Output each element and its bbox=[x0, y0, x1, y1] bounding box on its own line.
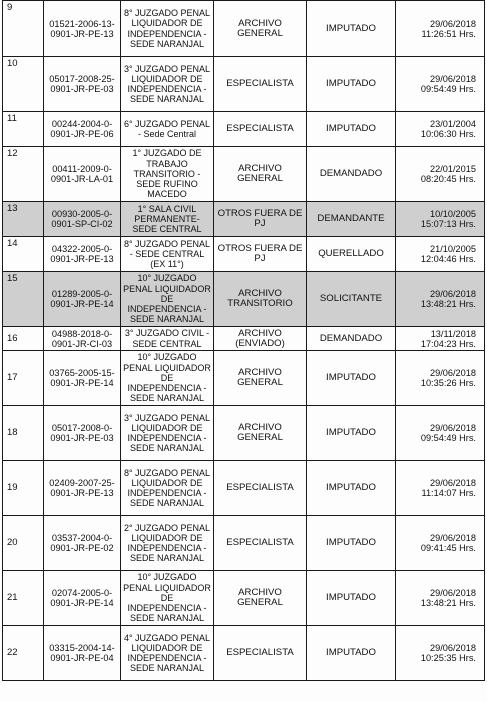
date-cell bbox=[396, 202, 485, 237]
time: 13:48:21 Hrs. bbox=[420, 598, 476, 608]
table-row bbox=[3, 147, 485, 202]
court-name: 2° JUZGADO PENAL LIQUIDADOR DE INDEPENDENCIA - SEDE NARANJAL bbox=[121, 516, 214, 571]
case-table bbox=[2, 0, 485, 681]
row-number: 10 bbox=[3, 57, 44, 112]
party-role: IMPUTADO bbox=[307, 57, 396, 112]
party-role: IMPUTADO bbox=[307, 1, 396, 57]
court-name: 10° JUZGADO PENAL LIQUIDADOR DE INDEPENDENCIA - SEDE NARANJAL bbox=[121, 571, 214, 626]
party-role: IMPUTADO bbox=[307, 406, 396, 461]
date: 22/01/2015 bbox=[430, 164, 476, 174]
row-number: 18 bbox=[3, 406, 44, 461]
time: 12:04:46 Hrs. bbox=[420, 254, 476, 264]
case-number: 02409-2007-25-0901-JR-PE-13 bbox=[44, 461, 121, 516]
case-number: 05017-2008-0-0901-JR-PE-03 bbox=[44, 406, 121, 461]
table-row bbox=[3, 327, 485, 351]
time: 10:25:35 Hrs. bbox=[420, 653, 476, 663]
court-name: 8° JUZGADO PENAL LIQUIDADOR DE INDEPENDENCIA - SEDE NARANJAL bbox=[121, 1, 214, 57]
table-row bbox=[3, 351, 485, 406]
date: 21/10/2005 bbox=[430, 244, 476, 254]
row-number: 21 bbox=[3, 571, 44, 626]
date-cell bbox=[396, 147, 485, 202]
case-number: 01521-2006-13-0901-JR-PE-13 bbox=[44, 1, 121, 57]
file-location: ARCHIVO TRANSITORIO bbox=[214, 272, 307, 327]
time: 15:07:13 Hrs. bbox=[420, 219, 476, 229]
table-row bbox=[3, 626, 485, 681]
date: 29/06/2018 bbox=[430, 423, 476, 433]
table-row bbox=[3, 461, 485, 516]
case-number: 01289-2005-0-0901-JR-PE-14 bbox=[44, 272, 121, 327]
file-location: ARCHIVO GENERAL bbox=[214, 147, 307, 202]
date: 29/06/2018 bbox=[430, 74, 476, 84]
time: 09:54:49 Hrs. bbox=[420, 433, 476, 443]
time: 11:26:51 Hrs. bbox=[421, 28, 476, 39]
date: 10/10/2005 bbox=[430, 209, 476, 219]
date-cell bbox=[396, 516, 485, 571]
party-role: QUERELLADO bbox=[307, 237, 396, 272]
row-number: 11 bbox=[3, 112, 44, 147]
file-location: ESPECIALISTA bbox=[214, 461, 307, 516]
case-number: 02074-2005-0-0901-JR-PE-14 bbox=[44, 571, 121, 626]
party-role: IMPUTADO bbox=[307, 571, 396, 626]
file-location: ARCHIVO (ENVIADO) bbox=[214, 327, 307, 351]
case-number: 00930-2005-0-0901-SP-CI-02 bbox=[44, 202, 121, 237]
date-cell bbox=[396, 237, 485, 272]
time: 10:06:30 Hrs. bbox=[420, 129, 476, 139]
party-role: IMPUTADO bbox=[307, 516, 396, 571]
row-number: 19 bbox=[3, 461, 44, 516]
file-location: ESPECIALISTA bbox=[214, 626, 307, 681]
case-number: 04322-2005-0-0901-JR-PE-13 bbox=[44, 237, 121, 272]
court-name: 3° JUZGADO PENAL LIQUIDADOR DE INDEPENDENCIA - SEDE NARANJAL bbox=[121, 406, 214, 461]
case-number: 00244-2004-0-0901-JR-PE-06 bbox=[44, 112, 121, 147]
case-number: 03765-2005-15-0901-JR-PE-14 bbox=[44, 351, 121, 406]
court-name: 6° JUZGADO PENAL - Sede Central bbox=[121, 112, 214, 147]
court-name: 8° JUZGADO PENAL - SEDE CENTRAL (EX 11°) bbox=[121, 237, 214, 272]
file-location: ARCHIVO GENERAL bbox=[214, 571, 307, 626]
time: 09:41:45 Hrs. bbox=[420, 543, 476, 553]
file-location: ESPECIALISTA bbox=[214, 112, 307, 147]
date: 13/11/2018 bbox=[430, 328, 476, 339]
court-name: 1° SALA CIVIL PERMANENTE-SEDE CENTRAL bbox=[121, 202, 214, 237]
party-role: DEMANDADO bbox=[307, 147, 396, 202]
row-number: 17 bbox=[3, 351, 44, 406]
date: 29/06/2018 bbox=[430, 368, 476, 378]
table-row bbox=[3, 406, 485, 461]
party-role: DEMANDANTE bbox=[307, 202, 396, 237]
court-name: 10° JUZGADO PENAL LIQUIDADOR DE INDEPENDENCIA - SEDE NARANJAL bbox=[121, 351, 214, 406]
date: 29/06/2018 bbox=[430, 18, 476, 29]
case-number: 03537-2004-0-0901-JR-PE-02 bbox=[44, 516, 121, 571]
court-name: 4° JUZGADO PENAL LIQUIDADOR DE INDEPENDENCIA - SEDE NARANJAL bbox=[121, 626, 214, 681]
party-role: IMPUTADO bbox=[307, 626, 396, 681]
time: 17:04:23 Hrs. bbox=[420, 338, 476, 349]
file-location: OTROS FUERA DE PJ bbox=[214, 202, 307, 237]
court-name: 10° JUZGADO PENAL LIQUIDADOR DE INDEPENDENCIA - SEDE NARANJAL bbox=[121, 272, 214, 327]
date-cell bbox=[396, 571, 485, 626]
date: 23/01/2004 bbox=[430, 119, 476, 129]
row-number: 14 bbox=[3, 237, 44, 272]
time: 11:14:07 Hrs. bbox=[421, 488, 476, 498]
table-row bbox=[3, 1, 485, 57]
date: 29/06/2018 bbox=[430, 289, 476, 299]
date-cell bbox=[396, 327, 485, 351]
table-row bbox=[3, 237, 485, 272]
date-cell bbox=[396, 57, 485, 112]
date-cell bbox=[396, 351, 485, 406]
date-cell bbox=[396, 406, 485, 461]
file-location: ARCHIVO GENERAL bbox=[214, 1, 307, 57]
file-location: ESPECIALISTA bbox=[214, 57, 307, 112]
case-number: 05017-2008-25-0901-JR-PE-03 bbox=[44, 57, 121, 112]
table-row bbox=[3, 272, 485, 327]
row-number: 9 bbox=[3, 1, 44, 57]
party-role: SOLICITANTE bbox=[307, 272, 396, 327]
time: 08:20:45 Hrs. bbox=[420, 174, 476, 184]
row-number: 20 bbox=[3, 516, 44, 571]
date: 29/06/2018 bbox=[430, 643, 476, 653]
table-row bbox=[3, 202, 485, 237]
file-location: ESPECIALISTA bbox=[214, 516, 307, 571]
date-cell bbox=[396, 626, 485, 681]
time: 13:48:21 Hrs. bbox=[420, 299, 476, 309]
date: 29/06/2018 bbox=[430, 588, 476, 598]
court-name: 3° JUZGADO CIVIL - SEDE CENTRAL bbox=[121, 327, 214, 351]
date-cell bbox=[396, 272, 485, 327]
party-role: IMPUTADO bbox=[307, 461, 396, 516]
table-row bbox=[3, 516, 485, 571]
court-name: 1° JUZGADO DE TRABAJO TRANSITORIO - SEDE RUFINO MACEDO bbox=[121, 147, 214, 202]
file-location: ARCHIVO GENERAL bbox=[214, 406, 307, 461]
party-role: IMPUTADO bbox=[307, 112, 396, 147]
date: 29/06/2018 bbox=[430, 478, 476, 488]
date-cell bbox=[396, 112, 485, 147]
row-number: 22 bbox=[3, 626, 44, 681]
party-role: IMPUTADO bbox=[307, 351, 396, 406]
file-location: OTROS FUERA DE PJ bbox=[214, 237, 307, 272]
court-name: 3° JUZGADO PENAL LIQUIDADOR DE INDEPENDENCIA - SEDE NARANJAL bbox=[121, 57, 214, 112]
party-role: DEMANDADO bbox=[307, 327, 396, 351]
time: 10:35:26 Hrs. bbox=[420, 378, 476, 388]
table-row bbox=[3, 112, 485, 147]
case-number: 03315-2004-14-0901-JR-PE-04 bbox=[44, 626, 121, 681]
time: 09:54:49 Hrs. bbox=[420, 84, 476, 94]
date: 29/06/2018 bbox=[430, 533, 476, 543]
case-number: 00411-2009-0-0901-JR-LA-01 bbox=[44, 147, 121, 202]
row-number: 15 bbox=[3, 272, 44, 327]
table-row bbox=[3, 571, 485, 626]
row-number: 12 bbox=[3, 147, 44, 202]
date-cell bbox=[396, 1, 485, 57]
case-number: 04988-2018-0-0901-JR-CI-03 bbox=[44, 327, 121, 351]
table-row bbox=[3, 57, 485, 112]
row-number: 16 bbox=[3, 327, 44, 351]
court-name: 8° JUZGADO PENAL LIQUIDADOR DE INDEPENDENCIA - SEDE NARANJAL bbox=[121, 461, 214, 516]
row-number: 13 bbox=[3, 202, 44, 237]
file-location: ARCHIVO GENERAL bbox=[214, 351, 307, 406]
date-cell bbox=[396, 461, 485, 516]
